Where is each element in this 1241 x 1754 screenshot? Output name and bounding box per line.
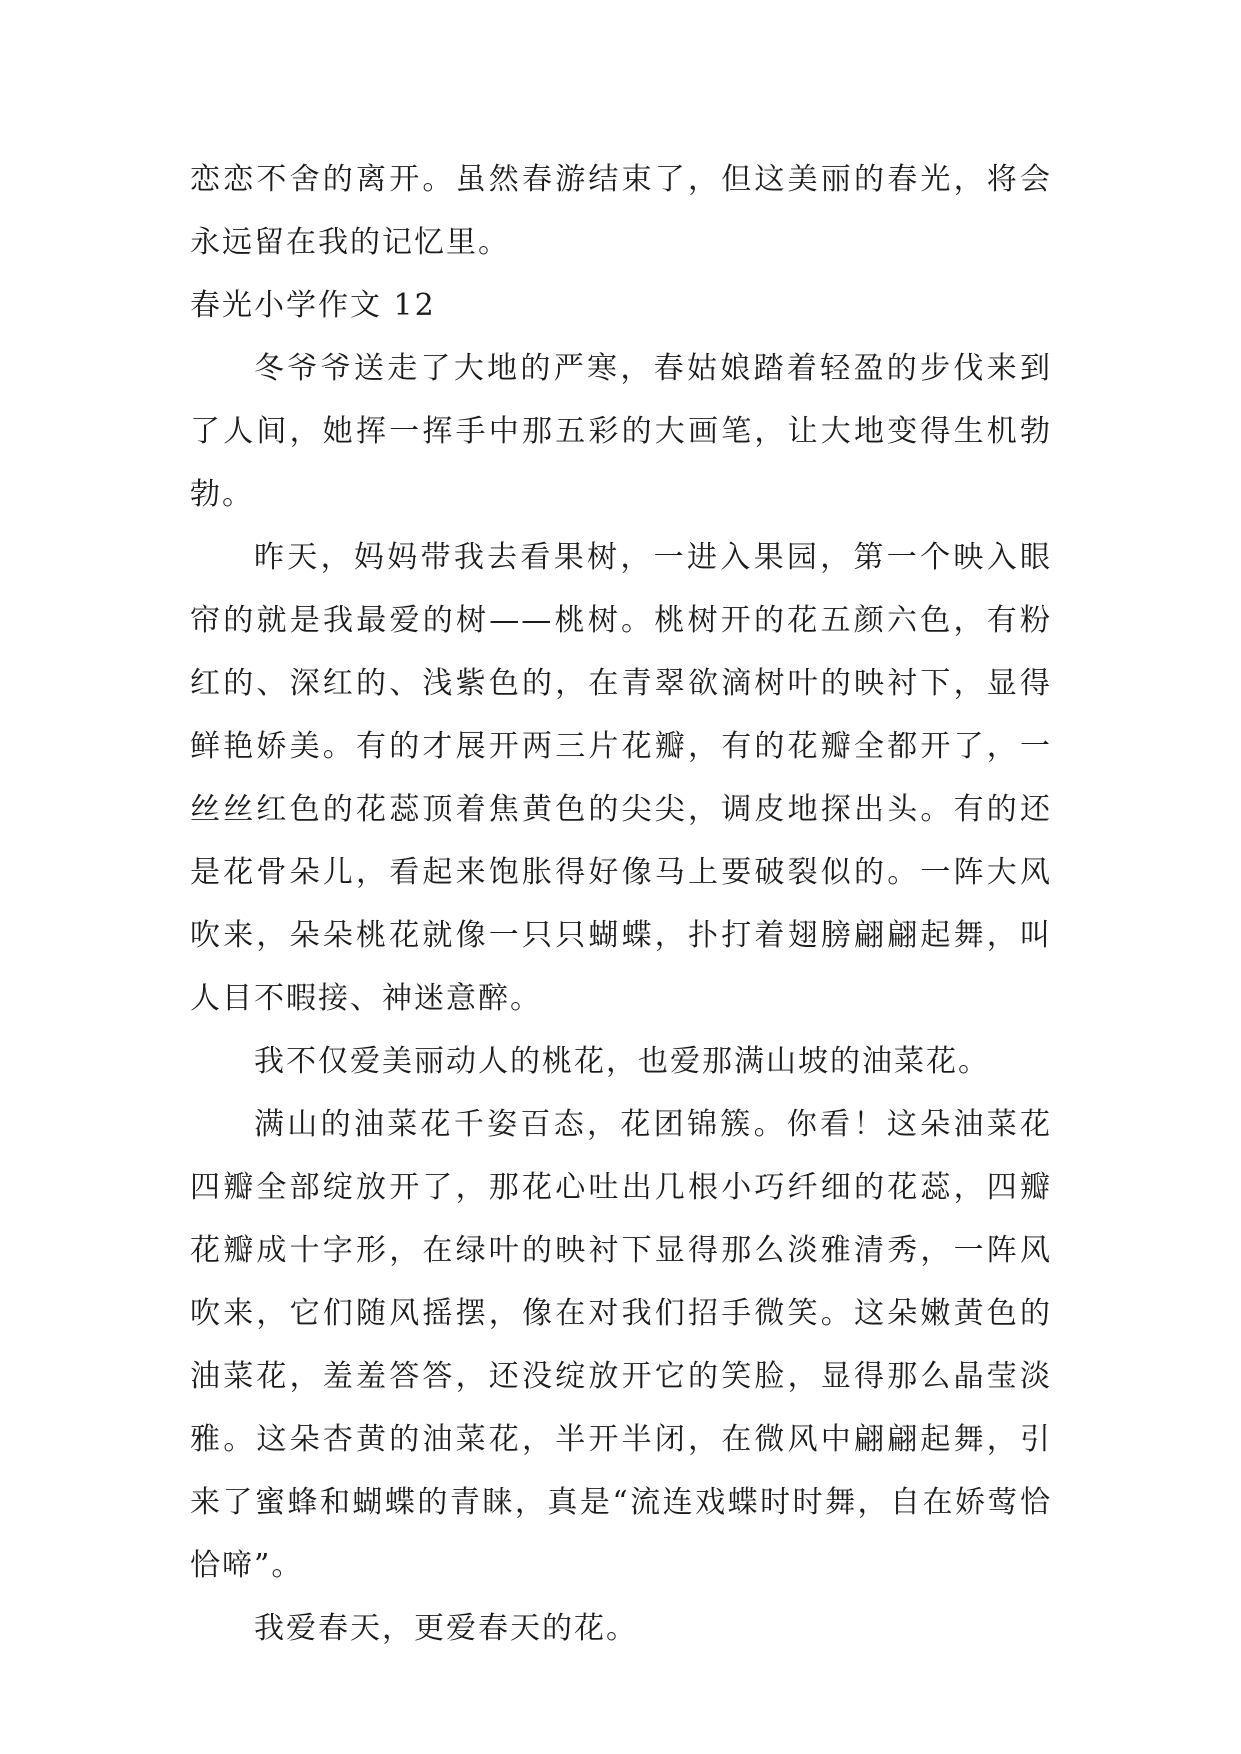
document-body xyxy=(190,148,1052,1660)
paragraph-5: 我爱春天，更爱春天的花。 xyxy=(254,1611,638,1646)
paragraph-4: 满山的油菜花千姿百态，花团锦簇。你看！这朵油菜花四瓣全部绽放开了，那花心吐出几根小巧纤细的花蕊，四瓣花瓣成十字形，在绿叶的映衬下显得那么淡雅清秀，一阵风吹来，它们随风摇摆，像在对我们招手微笑。这朵嫩黄色的油菜花，羞羞答答，还没绽放开它的笑脸，显得那么晶莹淡雅。这朵杏黄的油菜花，半开半闭，在微风中翩翩起舞，引来了蜜蜂和蝴蝶的青睐，真是“流连戏蝶时时舞，自在娇莺恰恰啼”。 xyxy=(190,1107,1052,1583)
essay-heading: 春光小学作文 12 xyxy=(190,288,436,323)
paragraph-1: 冬爷爷送走了大地的严寒，春姑娘踏着轻盈的步伐来到了人间，她挥一挥手中那五彩的大画笔，让大地变得生机勃勃。 xyxy=(190,351,1052,512)
paragraph-3: 我不仅爱美丽动人的桃花，也爱那满山坡的油菜花。 xyxy=(254,1044,990,1079)
paragraph-2: 昨天，妈妈带我去看果树，一进入果园，第一个映入眼帘的就是我最爱的树——桃树。桃树开的花五颜六色，有粉红的、深红的、浅紫色的，在青翠欲滴树叶的映衬下，显得鲜艳娇美。有的才展开两三片花瓣，有的花瓣全都开了，一丝丝红色的花蕊顶着焦黄色的尖尖，调皮地探出头。有的还是花骨朵儿，看起来饱胀得好像马上要破裂似的。一阵大风吹来，朵朵桃花就像一只只蝴蝶，扑打着翅膀翩翩起舞，叫人目不暇接、神迷意醉。 xyxy=(190,540,1052,1016)
continuation-paragraph: 恋恋不舍的离开。虽然春游结束了，但这美丽的春光，将会永远留在我的记忆里。 xyxy=(190,162,1052,260)
